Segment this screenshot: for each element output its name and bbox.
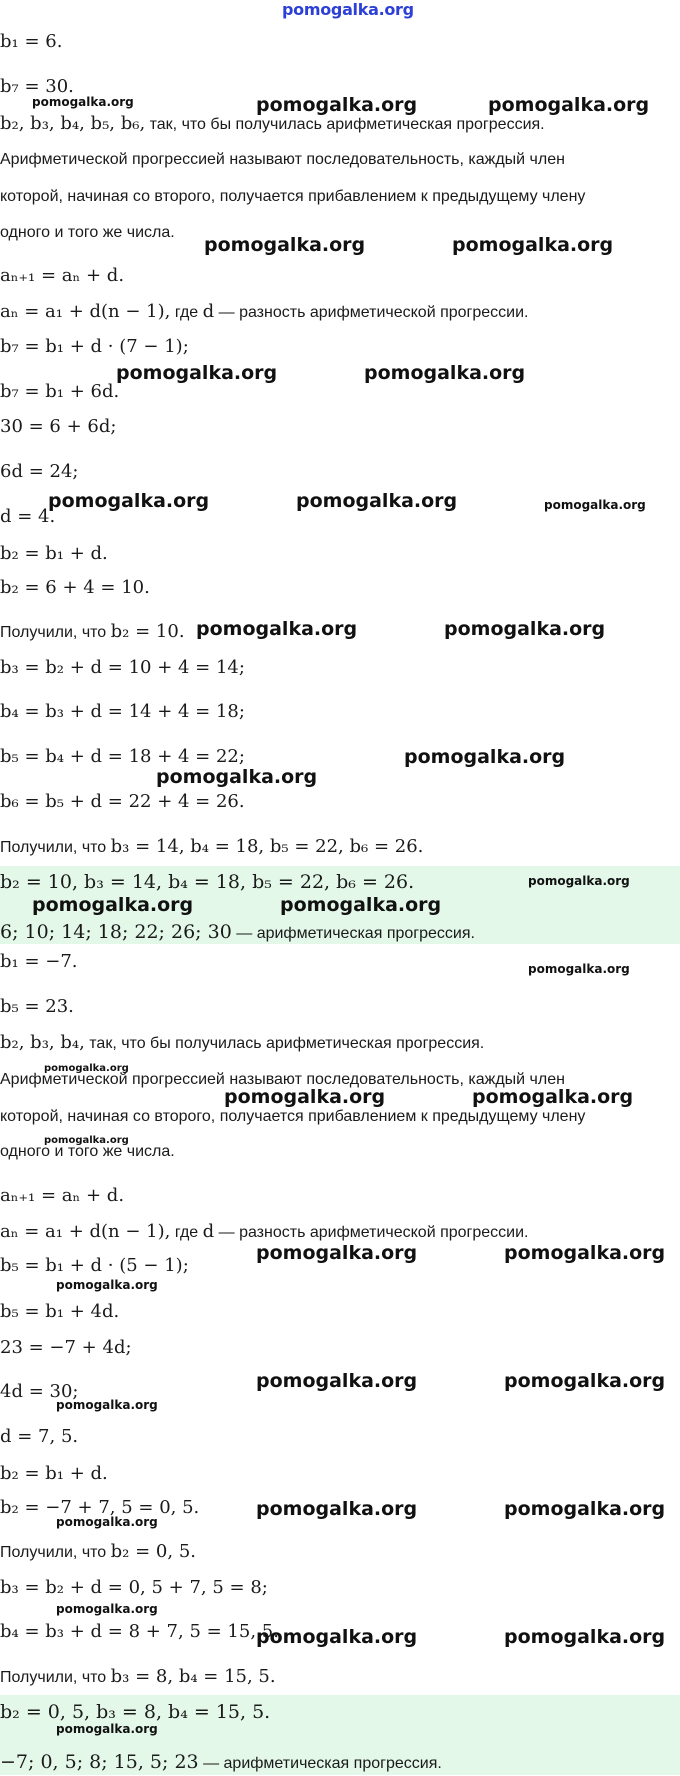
watermark: pomogalka.org — [280, 894, 442, 916]
equation-line: b₇ = b₁ + 6d. — [0, 381, 120, 402]
watermark: pomogalka.org — [404, 746, 566, 768]
definition-line-3: одного и того же числа. — [0, 224, 175, 241]
nth-term-d: d — [202, 1221, 215, 1242]
result-text: Получили, что — [0, 1544, 111, 1561]
task-text: так, что бы получилась арифметическая прогрессия. — [84, 1035, 485, 1052]
result-line — [0, 1665, 276, 1690]
nth-term-where: где — [170, 304, 203, 321]
watermark: pomogalka.org — [256, 1626, 418, 1648]
watermark: pomogalka.org — [296, 490, 458, 512]
watermark: pomogalka.org — [472, 1086, 634, 1108]
answer-values: b₂ = 10, b₃ = 14, b₄ = 18, b₅ = 22, b₆ = 26. — [0, 871, 415, 893]
equation-line: b₂ = 6 + 4 = 10. — [0, 577, 150, 598]
given-b1: b₁ = 6. — [0, 31, 63, 52]
watermark: pomogalka.org — [156, 766, 318, 788]
watermark: pomogalka.org — [364, 362, 526, 384]
recurrence-formula: aₙ₊₁ = aₙ + d. — [0, 1185, 125, 1206]
equation-line: 4d = 30; — [0, 1381, 79, 1402]
equation-line: b₂ = −7 + 7, 5 = 0, 5. — [0, 1497, 200, 1518]
answer-progression — [0, 920, 475, 946]
equation-line: b₃ = b₂ + d = 0, 5 + 7, 5 = 8; — [0, 1577, 268, 1598]
watermark: pomogalka.org — [204, 234, 366, 256]
watermark: pomogalka.org — [504, 1626, 666, 1648]
equation-line: 6d = 24; — [0, 461, 79, 482]
result-line — [0, 1540, 196, 1565]
task-terms: b₂, b₃, b₄, — [0, 1032, 85, 1053]
equation-line: 30 = 6 + 6d; — [0, 416, 117, 437]
result-text: Получили, что — [0, 624, 111, 641]
definition-line-1: Арифметической прогрессией называют последовательность, каждый член — [0, 151, 565, 168]
equation-line: b₆ = b₅ + d = 22 + 4 = 26. — [0, 791, 245, 812]
answer-progression — [0, 1750, 442, 1776]
task-terms: b₂, b₃, b₄, b₅, b₆, — [0, 113, 146, 134]
definition-line-2: которой, начиная со второго, получается прибавлением к предыдущему члену — [0, 188, 586, 205]
watermark: pomogalka.org — [44, 1135, 129, 1146]
watermark: pomogalka.org — [504, 1370, 666, 1392]
equation-line: d = 4. — [0, 506, 56, 527]
watermark: pomogalka.org — [256, 1370, 418, 1392]
given-b1: b₁ = −7. — [0, 951, 78, 972]
equation-line: b₄ = b₃ + d = 8 + 7, 5 = 15, 5. — [0, 1621, 279, 1642]
result-text: Получили, что — [0, 839, 111, 856]
result-math: b₃ = 8, b₄ = 15, 5. — [110, 1666, 276, 1687]
watermark: pomogalka.org — [56, 1278, 158, 1292]
result-math: b₃ = 14, b₄ = 18, b₅ = 22, b₆ = 26. — [110, 836, 424, 857]
watermark: pomogalka.org — [488, 94, 650, 116]
watermark: pomogalka.org — [256, 1242, 418, 1264]
definition-line-3: одного и того же числа. — [0, 1143, 175, 1160]
result-text: Получили, что — [0, 1669, 111, 1686]
nth-term-formula — [0, 300, 529, 325]
nth-term-math: aₙ = a₁ + d(n − 1), — [0, 1221, 171, 1242]
watermark: pomogalka.org — [504, 1242, 666, 1264]
watermark: pomogalka.org — [56, 1398, 158, 1412]
task-text: так, что бы получилась арифметическая прогрессия. — [145, 116, 545, 133]
result-math: b₂ = 10. — [110, 621, 185, 642]
watermark: pomogalka.org — [444, 618, 606, 640]
answer-progression-text: — арифметическая прогрессия. — [231, 925, 475, 942]
watermark: pomogalka.org — [196, 618, 358, 640]
watermark: pomogalka.org — [44, 1063, 129, 1074]
watermark: pomogalka.org — [452, 234, 614, 256]
equation-line: b₄ = b₃ + d = 14 + 4 = 18; — [0, 701, 245, 722]
result-line — [0, 835, 423, 860]
watermark: pomogalka.org — [48, 490, 210, 512]
equation-line: b₅ = b₁ + d · (5 − 1); — [0, 1255, 189, 1276]
equation-line: b₅ = b₁ + 4d. — [0, 1301, 120, 1322]
equation-line: 23 = −7 + 4d; — [0, 1337, 132, 1358]
result-line — [0, 620, 185, 645]
watermark: pomogalka.org — [256, 94, 418, 116]
answer-progression-math: −7; 0, 5; 8; 15, 5; 23 — [0, 1751, 199, 1773]
site-logo[interactable]: pomogalka.org — [282, 0, 414, 19]
watermark: pomogalka.org — [116, 362, 278, 384]
nth-term-d: d — [202, 301, 215, 322]
watermark: pomogalka.org — [528, 874, 630, 888]
watermark: pomogalka.org — [528, 962, 630, 976]
watermark: pomogalka.org — [56, 1602, 158, 1616]
nth-term-math: aₙ = a₁ + d(n − 1), — [0, 301, 171, 322]
equation-line: d = 7, 5. — [0, 1426, 79, 1447]
given-b5: b₅ = 23. — [0, 996, 74, 1017]
definition-line-2: которой, начиная со второго, получается прибавлением к предыдущему члену — [0, 1108, 586, 1125]
watermark: pomogalka.org — [32, 95, 134, 109]
result-math: b₂ = 0, 5. — [110, 1541, 196, 1562]
watermark: pomogalka.org — [224, 1086, 386, 1108]
nth-term-desc: — разность арифметической прогрессии. — [214, 1224, 529, 1241]
nth-term-where: где — [170, 1224, 203, 1241]
watermark: pomogalka.org — [56, 1722, 158, 1736]
watermark: pomogalka.org — [544, 498, 646, 512]
answer-progression-text: — арифметическая прогрессия. — [198, 1755, 442, 1772]
answer-values: b₂ = 0, 5, b₃ = 8, b₄ = 15, 5. — [0, 1701, 271, 1723]
equation-line: b₃ = b₂ + d = 10 + 4 = 14; — [0, 657, 245, 678]
watermark: pomogalka.org — [32, 894, 194, 916]
task-statement — [0, 1031, 484, 1056]
watermark: pomogalka.org — [504, 1498, 666, 1520]
watermark: pomogalka.org — [256, 1498, 418, 1520]
equation-line: b₂ = b₁ + d. — [0, 1463, 108, 1484]
answer-progression-math: 6; 10; 14; 18; 22; 26; 30 — [0, 921, 232, 943]
watermark: pomogalka.org — [56, 1515, 158, 1529]
given-b7: b₇ = 30. — [0, 76, 74, 97]
equation-line: b₂ = b₁ + d. — [0, 543, 108, 564]
definition-line-1: Арифметической прогрессией называют последовательность, каждый член — [0, 1071, 565, 1088]
nth-term-desc: — разность арифметической прогрессии. — [214, 304, 529, 321]
equation-line: b₅ = b₄ + d = 18 + 4 = 22; — [0, 746, 245, 767]
recurrence-formula: aₙ₊₁ = aₙ + d. — [0, 265, 125, 286]
equation-line: b₇ = b₁ + d · (7 − 1); — [0, 336, 189, 357]
